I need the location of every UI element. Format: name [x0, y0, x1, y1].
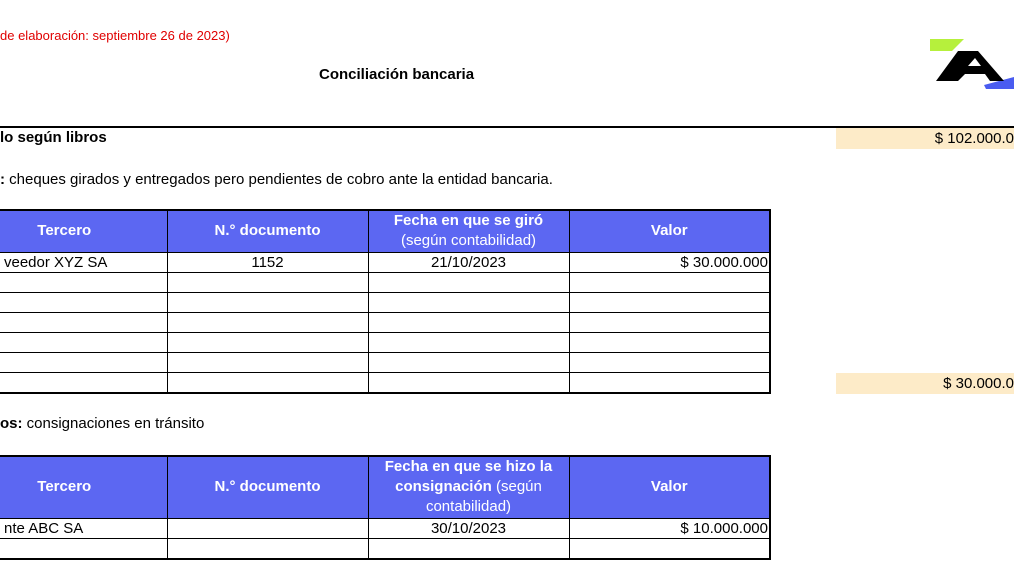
cell-documento	[167, 312, 368, 332]
cell-tercero	[0, 272, 167, 292]
section2-lead: os:	[0, 415, 23, 432]
col-fecha	[368, 456, 569, 518]
table-row	[0, 352, 770, 372]
cell-tercero	[0, 352, 167, 372]
cell-documento	[167, 292, 368, 312]
page-title: Conciliación bancaria	[319, 66, 475, 83]
cell-valor	[569, 372, 770, 393]
cell-valor	[569, 352, 770, 372]
section1-description	[0, 171, 553, 188]
col-fecha-main-2: consignación	[395, 478, 492, 496]
cell-fecha	[368, 372, 569, 393]
section2-text: consignaciones en tránsito	[22, 415, 205, 432]
col-fecha-main: Fecha en que se giró	[393, 212, 544, 230]
table-row	[0, 272, 770, 292]
col-fecha-sub-2: contabilidad)	[425, 498, 512, 516]
checks-table	[0, 209, 771, 394]
section1-text: cheques girados y entregados pero pendientes de cobro ante la entidad bancaria.	[5, 171, 553, 188]
cell-fecha: 21/10/2023	[368, 252, 569, 272]
cell-documento	[167, 372, 368, 393]
cell-fecha	[368, 272, 569, 292]
saldo-label: lo según libros	[0, 129, 107, 146]
saldo-amount	[836, 128, 1014, 149]
col-fecha-line-2	[371, 477, 567, 497]
cell-valor: $ 10.000.000	[569, 518, 770, 538]
table-row	[0, 372, 770, 393]
cell-fecha	[368, 312, 569, 332]
cell-valor	[569, 292, 770, 312]
col-fecha	[368, 210, 569, 252]
cell-valor	[569, 272, 770, 292]
col-fecha-sub: (según contabilidad)	[400, 232, 537, 250]
cell-valor: $ 30.000.000	[569, 252, 770, 272]
cell-documento	[167, 272, 368, 292]
col-tercero: Tercero	[0, 210, 167, 252]
col-tercero: Tercero	[0, 456, 167, 518]
section2-description	[0, 415, 204, 432]
cell-documento	[167, 538, 368, 559]
table-row	[0, 292, 770, 312]
section1-total-value: $ 30.000.0	[943, 375, 1014, 392]
table-row	[0, 538, 770, 559]
cell-tercero: nte ABC SA	[0, 518, 167, 538]
col-valor: Valor	[569, 210, 770, 252]
cell-documento	[167, 332, 368, 352]
cell-fecha	[368, 538, 569, 559]
cell-tercero	[0, 538, 167, 559]
table-row	[0, 332, 770, 352]
cell-valor	[569, 312, 770, 332]
section1-lead: :	[0, 171, 5, 188]
saldo-amount-value: $ 102.000.0	[934, 130, 1014, 147]
cell-documento	[167, 352, 368, 372]
elaboration-date-note: de elaboración: septiembre 26 de 2023)	[0, 28, 230, 43]
deposits-table-header	[0, 456, 770, 518]
cell-fecha	[368, 352, 569, 372]
cell-tercero	[0, 292, 167, 312]
deposits-table	[0, 455, 771, 560]
a-letter-logo-icon	[928, 37, 1014, 92]
cell-documento: 1152	[167, 252, 368, 272]
cell-valor	[569, 332, 770, 352]
col-fecha-main-1: Fecha en que se hizo la	[384, 458, 553, 476]
cell-fecha	[368, 292, 569, 312]
col-documento: N.° documento	[167, 456, 368, 518]
cell-documento	[167, 518, 368, 538]
table-row	[0, 518, 770, 538]
cell-tercero	[0, 332, 167, 352]
cell-tercero	[0, 312, 167, 332]
cell-fecha	[368, 332, 569, 352]
section1-total	[836, 373, 1014, 394]
col-documento: N.° documento	[167, 210, 368, 252]
cell-valor	[569, 538, 770, 559]
cell-tercero	[0, 372, 167, 393]
table-row	[0, 312, 770, 332]
col-valor: Valor	[569, 456, 770, 518]
cell-fecha: 30/10/2023	[368, 518, 569, 538]
table-row	[0, 252, 770, 272]
checks-table-header	[0, 210, 770, 252]
col-fecha-sub-1: (según	[491, 478, 542, 496]
cell-tercero: veedor XYZ SA	[0, 252, 167, 272]
